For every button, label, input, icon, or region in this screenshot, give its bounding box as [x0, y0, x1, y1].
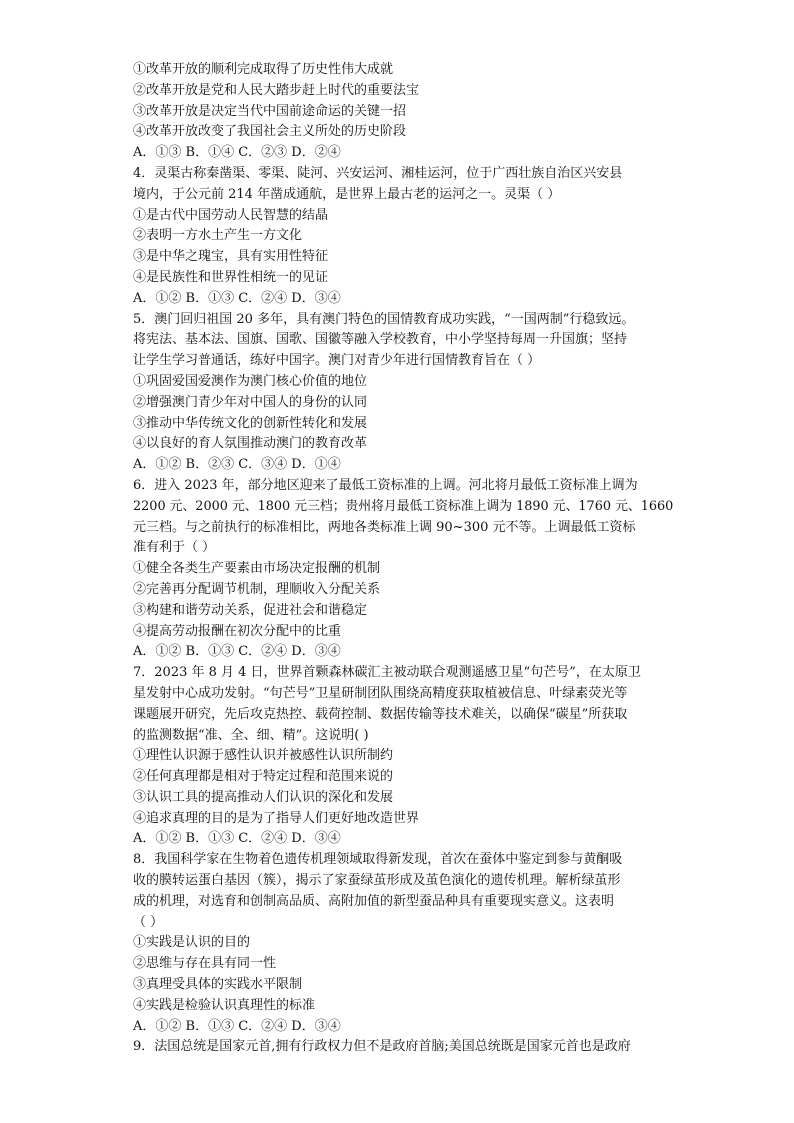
- text-line: 6．进入 2023 年，部分地区迎来了最低工资标准的上调。河北将月最低工资标准上调为: [133, 477, 638, 493]
- text-line: 让学生学习普通话，练好中国字。澳门对青少年进行国情教育旨在（ ）: [133, 353, 541, 369]
- text-line: ①巩固爱国爱澳作为澳门核心价值的地位: [133, 373, 368, 389]
- text-line: 9．法国总统是国家元首,拥有行政权力但不是政府首脑;美国总统既是国家元首也是政府: [133, 1039, 631, 1055]
- text-line: ①实践是认识的目的: [133, 935, 251, 951]
- text-line: ④是民族性和世界性相统一的见证: [133, 269, 329, 285]
- text-line: ②表明一方水土产生一方文化: [133, 228, 303, 244]
- text-line: A．①③ B．①④ C．②③ D．②④: [133, 145, 341, 161]
- text-line: ③是中华之瑰宝，具有实用性特征: [133, 249, 329, 265]
- text-line: ②增强澳门青少年对中国人的身份的认同: [133, 394, 368, 410]
- text-line: A．①② B．①③ C．②④ D．③④: [133, 644, 341, 660]
- text-line: ①改革开放的顺利完成取得了历史性伟大成就: [133, 62, 394, 77]
- text-line: 的监测数据“准、全、细、精”。这说明( ): [133, 727, 369, 743]
- text-line: ②任何真理都是相对于特定过程和范围来说的: [133, 769, 394, 785]
- text-line: 课题展开研究，先后攻克热控、载荷控制、数据传输等技术难关，以确保“碳星”所获取: [133, 706, 628, 722]
- text-line: 2200 元、2000 元、1800 元三档；贵州将月最低工资标准上调为 1890 元、1760 元、1660: [133, 498, 674, 514]
- text-line: ③推动中华传统文化的创新性转化和发展: [133, 415, 368, 431]
- text-line: ①是古代中国劳动人民智慧的结晶: [133, 207, 329, 223]
- text-line: ④改革开放改变了我国社会主义所处的历史阶段: [133, 124, 407, 140]
- text-line: ③改革开放是决定当代中国前途命运的关键一招: [133, 103, 407, 119]
- text-line: 准有利于（ ）: [133, 540, 216, 556]
- text-line: A．①② B．①③ C．②④ D．③④: [133, 831, 341, 847]
- text-line: 8．我国科学家在生物着色遗传机理领域取得新发现，首次在蚕体中鉴定到参与黄酮吸: [133, 852, 623, 868]
- text-line: ②改革开放是党和人民大踏步赶上时代的重要法宝: [133, 82, 420, 98]
- text-line: 将宪法、基本法、国旗、国歌、国徽等融入学校教育，中小学坚持每周一升国旗；坚持: [133, 332, 628, 348]
- text-line: 5．澳门回归祖国 20 多年，具有澳门特色的国情教育成功实践，“一国两制”行稳致远。: [133, 311, 635, 327]
- text-line: 星发射中心成功发射。“句芒号”卫星研制团队围绕高精度获取植被信息、叶绿素荧光等: [133, 685, 628, 701]
- text-line: ①理性认识源于感性认识并被感性认识所制约: [133, 748, 394, 764]
- text-line: A．①② B．②③ C．③④ D．①④: [133, 457, 341, 473]
- text-line: ④追求真理的目的是为了指导人们更好地改造世界: [133, 810, 420, 826]
- text-line: ④实践是检验认识真理性的标准: [133, 997, 316, 1013]
- text-line: ②完善再分配调节机制，理顺收入分配关系: [133, 581, 381, 597]
- document-body: [133, 60, 673, 1058]
- text-line: 成的机理，对选育和创制高品质、高附加值的新型蚕品种具有重要现实意义。这表明: [133, 893, 615, 909]
- text-line: A．①② B．①③ C．②④ D．③④: [133, 1018, 341, 1034]
- text-line: ③认识工具的提高推动人们认识的深化和发展: [133, 789, 394, 805]
- text-line: 元三档。与之前执行的标准相比，两地各类标准上调 90~300 元不等。上调最低工资标: [133, 519, 636, 535]
- text-line: 7．2023 年 8 月 4 日，世界首颗森林碳汇主被动联合观测遥感卫星“句芒号”，在太原卫: [133, 665, 641, 681]
- text-line: 境内，于公元前 214 年凿成通航，是世界上最古老的运河之一。灵渠（ ）: [133, 186, 561, 202]
- text-line: ④以良好的育人氛围推动澳门的教育改革: [133, 436, 368, 452]
- text-line: ③构建和谐劳动关系，促进社会和谐稳定: [133, 602, 368, 618]
- text-line: 4．灵渠古称秦凿渠、零渠、陡河、兴安运河、湘桂运河，位于广西壮族自治区兴安县: [133, 165, 623, 181]
- text-line: A．①② B．①③ C．②④ D．③④: [133, 290, 341, 306]
- text-line: 收的膜转运蛋白基因（簇），揭示了家蚕绿茧形成及茧色演化的遗传机理。解析绿茧形: [133, 873, 621, 889]
- text-line: ②思维与存在具有同一性: [133, 956, 277, 972]
- text-line: ③真理受具体的实践水平限制: [133, 977, 303, 993]
- text-line: ④提高劳动报酬在初次分配中的比重: [133, 623, 342, 639]
- text-line: ①健全各类生产要素由市场决定报酬的机制: [133, 561, 381, 577]
- text-line: （ ）: [133, 914, 164, 930]
